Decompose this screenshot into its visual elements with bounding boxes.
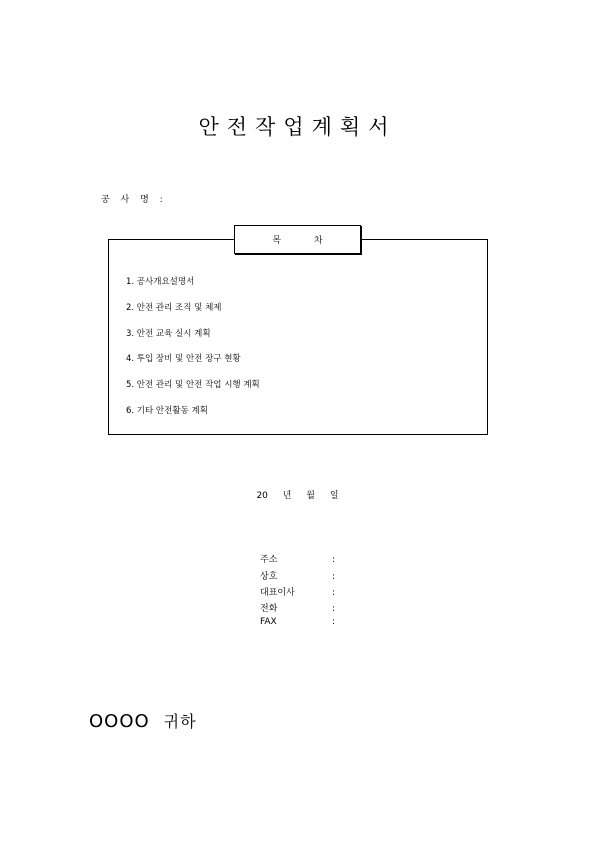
project-name-label: 공 사 명 : (101, 195, 167, 205)
fax-field (260, 617, 335, 627)
document-title: 안전작업계획서 (198, 115, 397, 139)
phone-field (260, 601, 335, 614)
toc-item: 1. 공사개요설명서 (126, 277, 195, 287)
field-label: 상호 (260, 572, 278, 582)
field-colon: : (332, 572, 336, 582)
field-label: 전화 (260, 604, 278, 614)
field-colon: : (332, 588, 336, 598)
toc-item: 4. 투입 장비 및 안전 장구 현황 (126, 354, 241, 364)
ceo-field (260, 585, 335, 598)
field-label: 주소 (260, 555, 278, 565)
field-colon: : (332, 604, 336, 614)
field-label: FAX (260, 617, 277, 627)
recipient-name: OOOO (89, 711, 150, 732)
toc-header: 목 차 (234, 225, 361, 254)
company-field (260, 569, 335, 582)
toc-item: 6. 기타 안전활동 계획 (126, 406, 208, 416)
field-label: 대표이사 (260, 588, 295, 598)
toc-item: 3. 안전 교육 실시 계획 (126, 329, 211, 339)
date-line: 20 년 월 일 (256, 491, 339, 501)
address-field (260, 552, 335, 565)
recipient-suffix: 귀하 (163, 712, 197, 731)
field-colon: : (332, 555, 336, 565)
toc-item: 5. 안전 관리 및 안전 작업 시행 계획 (126, 380, 260, 390)
toc-item: 2. 안전 관리 조직 및 체제 (126, 303, 222, 313)
recipient-line (89, 709, 197, 732)
field-colon: : (332, 617, 336, 627)
